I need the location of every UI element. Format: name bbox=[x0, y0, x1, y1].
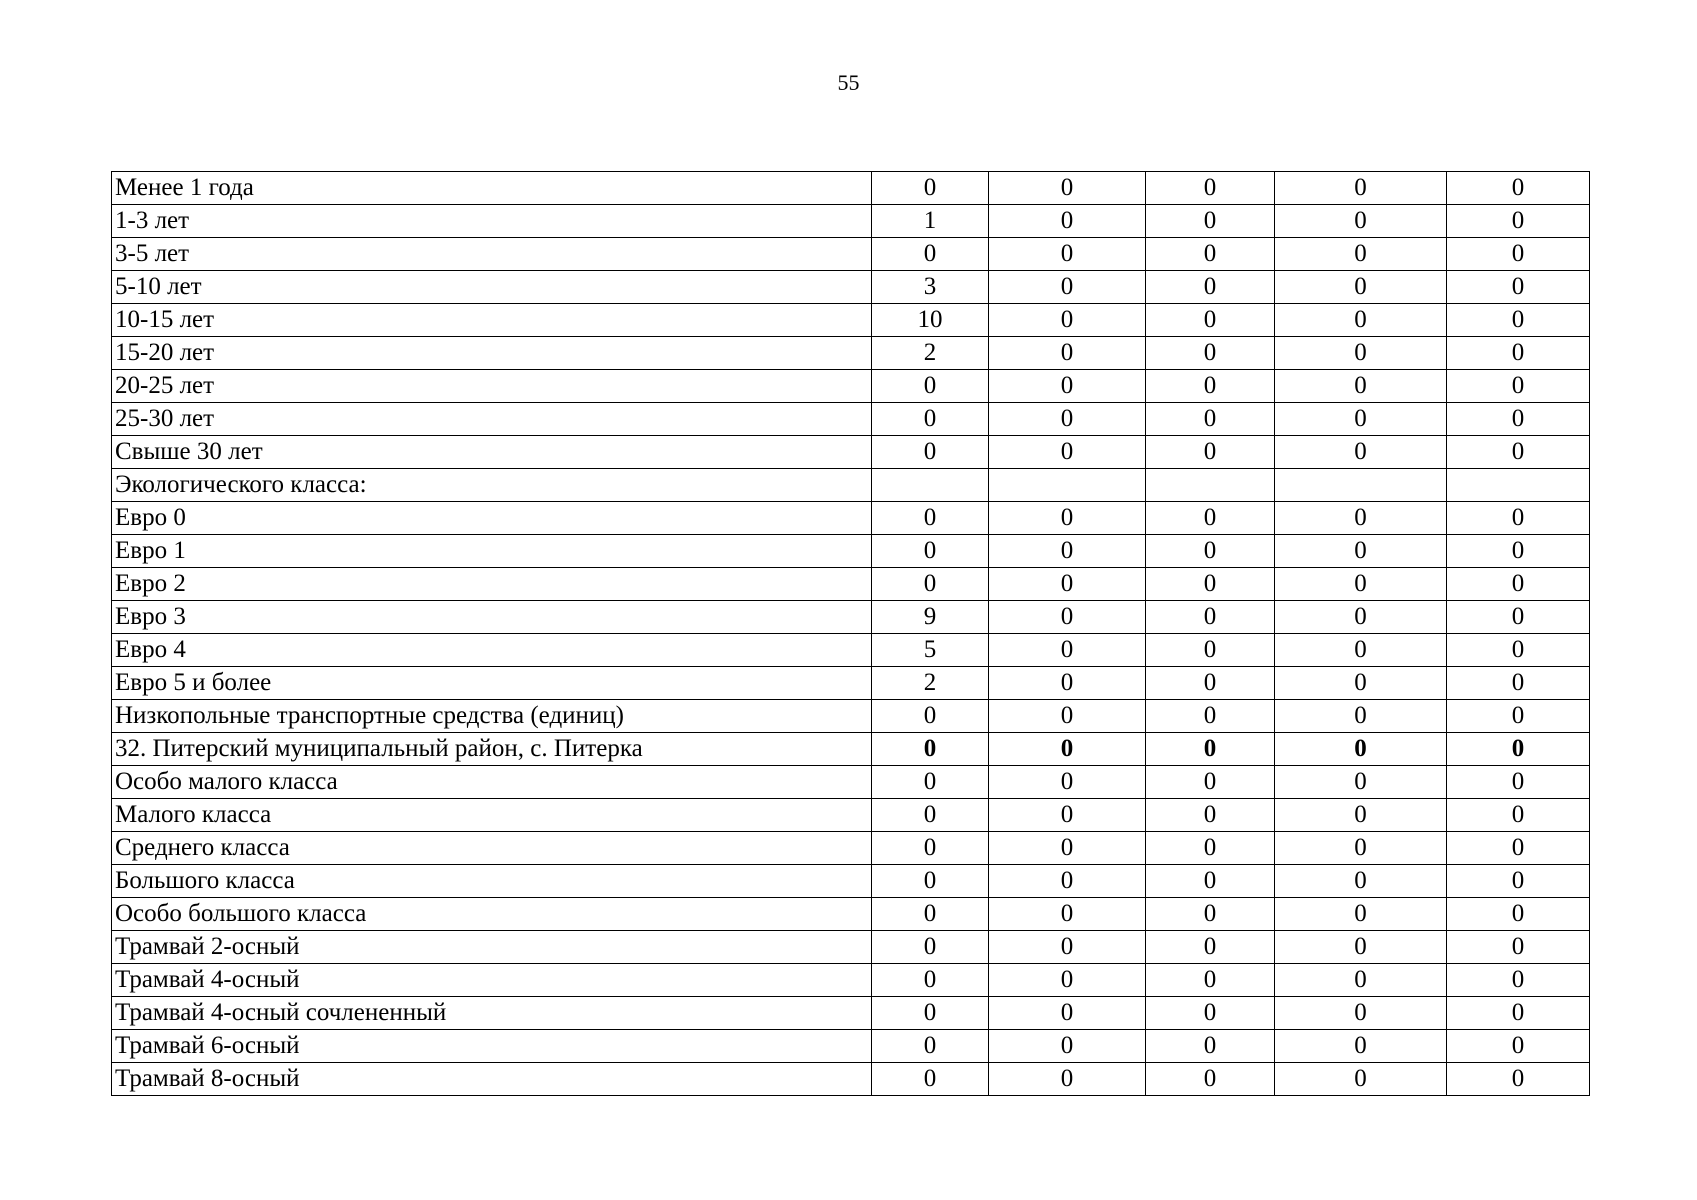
row-label: Низкопольные транспортные средства (единиц) bbox=[112, 700, 872, 733]
value-cell-col-4: 0 bbox=[1275, 931, 1447, 964]
value-cell-col-3: 0 bbox=[1146, 865, 1275, 898]
table-row bbox=[112, 1030, 1590, 1063]
table-row bbox=[112, 568, 1590, 601]
row-label: 5-10 лет bbox=[112, 271, 872, 304]
table-row bbox=[112, 370, 1590, 403]
value-cell-col-1: 0 bbox=[872, 1030, 989, 1063]
value-cell-col-2: 0 bbox=[989, 733, 1146, 766]
value-cell-col-1: 2 bbox=[872, 337, 989, 370]
value-cell-col-1: 0 bbox=[872, 238, 989, 271]
value-cell-col-5: 0 bbox=[1447, 634, 1590, 667]
value-cell-col-2: 0 bbox=[989, 964, 1146, 997]
value-cell-col-3: 0 bbox=[1146, 304, 1275, 337]
value-cell-col-3: 0 bbox=[1146, 337, 1275, 370]
table-row bbox=[112, 667, 1590, 700]
value-cell-col-3: 0 bbox=[1146, 205, 1275, 238]
value-cell-col-5: 0 bbox=[1447, 667, 1590, 700]
value-cell-col-1: 0 bbox=[872, 370, 989, 403]
row-label: Особо малого класса bbox=[112, 766, 872, 799]
value-cell-col-4: 0 bbox=[1275, 568, 1447, 601]
value-cell-col-4: 0 bbox=[1275, 865, 1447, 898]
value-cell-col-4: 0 bbox=[1275, 238, 1447, 271]
value-cell-col-4: 0 bbox=[1275, 667, 1447, 700]
value-cell-col-1: 10 bbox=[872, 304, 989, 337]
value-cell-col-1: 0 bbox=[872, 865, 989, 898]
table-row bbox=[112, 304, 1590, 337]
table-body bbox=[112, 172, 1590, 1096]
row-label: Трамвай 4-осный bbox=[112, 964, 872, 997]
value-cell-col-1: 9 bbox=[872, 601, 989, 634]
row-label: 20-25 лет bbox=[112, 370, 872, 403]
value-cell-col-5: 0 bbox=[1447, 172, 1590, 205]
value-cell-col-3: 0 bbox=[1146, 370, 1275, 403]
value-cell-col-3: 0 bbox=[1146, 700, 1275, 733]
row-label: 10-15 лет bbox=[112, 304, 872, 337]
value-cell-col-2: 0 bbox=[989, 304, 1146, 337]
value-cell-col-1: 0 bbox=[872, 535, 989, 568]
value-cell-col-2: 0 bbox=[989, 1063, 1146, 1096]
value-cell-col-1: 0 bbox=[872, 799, 989, 832]
value-cell-col-5: 0 bbox=[1447, 832, 1590, 865]
value-cell-col-4: 0 bbox=[1275, 733, 1447, 766]
value-cell-col-5: 0 bbox=[1447, 568, 1590, 601]
value-cell-col-2: 0 bbox=[989, 931, 1146, 964]
table-row bbox=[112, 865, 1590, 898]
value-cell-col-2: 0 bbox=[989, 238, 1146, 271]
value-cell-col-3: 0 bbox=[1146, 634, 1275, 667]
table-row bbox=[112, 964, 1590, 997]
value-cell-col-5: 0 bbox=[1447, 238, 1590, 271]
value-cell-col-3: 0 bbox=[1146, 238, 1275, 271]
value-cell-col-3: 0 bbox=[1146, 964, 1275, 997]
value-cell-col-3: 0 bbox=[1146, 733, 1275, 766]
value-cell-col-4: 0 bbox=[1275, 766, 1447, 799]
value-cell-col-4: 0 bbox=[1275, 898, 1447, 931]
value-cell-col-1: 2 bbox=[872, 667, 989, 700]
value-cell-col-2: 0 bbox=[989, 634, 1146, 667]
table-row bbox=[112, 634, 1590, 667]
value-cell-col-3: 0 bbox=[1146, 1063, 1275, 1096]
value-cell-col-5: 0 bbox=[1447, 502, 1590, 535]
row-label: Особо большого класса bbox=[112, 898, 872, 931]
value-cell-col-4: 0 bbox=[1275, 634, 1447, 667]
value-cell-col-3: 0 bbox=[1146, 403, 1275, 436]
value-cell-col-5 bbox=[1447, 469, 1590, 502]
value-cell-col-5: 0 bbox=[1447, 997, 1590, 1030]
value-cell-col-4: 0 bbox=[1275, 535, 1447, 568]
value-cell-col-1: 1 bbox=[872, 205, 989, 238]
row-label: Евро 3 bbox=[112, 601, 872, 634]
table-row bbox=[112, 271, 1590, 304]
row-label: Евро 5 и более bbox=[112, 667, 872, 700]
value-cell-col-4: 0 bbox=[1275, 205, 1447, 238]
row-label: 32. Питерский муниципальный район, с. Питерка bbox=[112, 733, 872, 766]
value-cell-col-5: 0 bbox=[1447, 436, 1590, 469]
value-cell-col-3: 0 bbox=[1146, 172, 1275, 205]
row-label: Трамвай 2-осный bbox=[112, 931, 872, 964]
row-label: 15-20 лет bbox=[112, 337, 872, 370]
value-cell-col-2: 0 bbox=[989, 1030, 1146, 1063]
value-cell-col-1: 5 bbox=[872, 634, 989, 667]
value-cell-col-4: 0 bbox=[1275, 832, 1447, 865]
value-cell-col-2: 0 bbox=[989, 502, 1146, 535]
value-cell-col-2: 0 bbox=[989, 766, 1146, 799]
page-number: 55 bbox=[837, 70, 860, 95]
value-cell-col-2: 0 bbox=[989, 568, 1146, 601]
value-cell-col-1 bbox=[872, 469, 989, 502]
row-label: Экологического класса: bbox=[112, 469, 872, 502]
value-cell-col-3: 0 bbox=[1146, 799, 1275, 832]
row-label: Трамвай 4-осный сочлененный bbox=[112, 997, 872, 1030]
row-label: Среднего класса bbox=[112, 832, 872, 865]
value-cell-col-5: 0 bbox=[1447, 271, 1590, 304]
value-cell-col-2: 0 bbox=[989, 172, 1146, 205]
value-cell-col-2: 0 bbox=[989, 535, 1146, 568]
value-cell-col-2: 0 bbox=[989, 832, 1146, 865]
table-row bbox=[112, 700, 1590, 733]
data-table bbox=[111, 171, 1590, 1096]
value-cell-col-1: 0 bbox=[872, 700, 989, 733]
value-cell-col-1: 0 bbox=[872, 403, 989, 436]
value-cell-col-4: 0 bbox=[1275, 1030, 1447, 1063]
value-cell-col-1: 0 bbox=[872, 964, 989, 997]
value-cell-col-5: 0 bbox=[1447, 403, 1590, 436]
value-cell-col-2: 0 bbox=[989, 601, 1146, 634]
value-cell-col-5: 0 bbox=[1447, 535, 1590, 568]
value-cell-col-4: 0 bbox=[1275, 799, 1447, 832]
value-cell-col-3: 0 bbox=[1146, 436, 1275, 469]
row-label: Евро 2 bbox=[112, 568, 872, 601]
value-cell-col-1: 0 bbox=[872, 502, 989, 535]
value-cell-col-4 bbox=[1275, 469, 1447, 502]
value-cell-col-3: 0 bbox=[1146, 601, 1275, 634]
value-cell-col-1: 0 bbox=[872, 832, 989, 865]
value-cell-col-2: 0 bbox=[989, 799, 1146, 832]
value-cell-col-1: 0 bbox=[872, 766, 989, 799]
table-row bbox=[112, 1063, 1590, 1096]
value-cell-col-4: 0 bbox=[1275, 1063, 1447, 1096]
value-cell-col-4: 0 bbox=[1275, 172, 1447, 205]
value-cell-col-4: 0 bbox=[1275, 964, 1447, 997]
value-cell-col-4: 0 bbox=[1275, 304, 1447, 337]
row-label: Менее 1 года bbox=[112, 172, 872, 205]
value-cell-col-1: 3 bbox=[872, 271, 989, 304]
table-row bbox=[112, 766, 1590, 799]
row-label: Евро 0 bbox=[112, 502, 872, 535]
table-row bbox=[112, 172, 1590, 205]
value-cell-col-5: 0 bbox=[1447, 733, 1590, 766]
value-cell-col-3: 0 bbox=[1146, 931, 1275, 964]
value-cell-col-1: 0 bbox=[872, 931, 989, 964]
row-label: Евро 4 bbox=[112, 634, 872, 667]
row-label: Трамвай 6-осный bbox=[112, 1030, 872, 1063]
value-cell-col-1: 0 bbox=[872, 733, 989, 766]
table-row bbox=[112, 238, 1590, 271]
value-cell-col-3: 0 bbox=[1146, 271, 1275, 304]
value-cell-col-4: 0 bbox=[1275, 997, 1447, 1030]
value-cell-col-4: 0 bbox=[1275, 370, 1447, 403]
row-label: 3-5 лет bbox=[112, 238, 872, 271]
table-row bbox=[112, 733, 1590, 766]
value-cell-col-2: 0 bbox=[989, 271, 1146, 304]
value-cell-col-5: 0 bbox=[1447, 700, 1590, 733]
table-row bbox=[112, 205, 1590, 238]
table-row bbox=[112, 502, 1590, 535]
table-row bbox=[112, 931, 1590, 964]
value-cell-col-5: 0 bbox=[1447, 205, 1590, 238]
table-row bbox=[112, 403, 1590, 436]
value-cell-col-4: 0 bbox=[1275, 271, 1447, 304]
row-label: Трамвай 8-осный bbox=[112, 1063, 872, 1096]
value-cell-col-1: 0 bbox=[872, 436, 989, 469]
table-row bbox=[112, 832, 1590, 865]
value-cell-col-5: 0 bbox=[1447, 337, 1590, 370]
value-cell-col-2: 0 bbox=[989, 205, 1146, 238]
value-cell-col-5: 0 bbox=[1447, 865, 1590, 898]
value-cell-col-2: 0 bbox=[989, 865, 1146, 898]
table-row bbox=[112, 436, 1590, 469]
value-cell-col-2: 0 bbox=[989, 436, 1146, 469]
value-cell-col-1: 0 bbox=[872, 997, 989, 1030]
value-cell-col-4: 0 bbox=[1275, 337, 1447, 370]
value-cell-col-2: 0 bbox=[989, 403, 1146, 436]
row-label: 1-3 лет bbox=[112, 205, 872, 238]
value-cell-col-2 bbox=[989, 469, 1146, 502]
table-row bbox=[112, 535, 1590, 568]
value-cell-col-4: 0 bbox=[1275, 700, 1447, 733]
value-cell-col-1: 0 bbox=[872, 172, 989, 205]
value-cell-col-1: 0 bbox=[872, 898, 989, 931]
value-cell-col-3: 0 bbox=[1146, 535, 1275, 568]
row-label: Евро 1 bbox=[112, 535, 872, 568]
value-cell-col-3: 0 bbox=[1146, 832, 1275, 865]
value-cell-col-5: 0 bbox=[1447, 1063, 1590, 1096]
table-row bbox=[112, 997, 1590, 1030]
value-cell-col-4: 0 bbox=[1275, 502, 1447, 535]
value-cell-col-5: 0 bbox=[1447, 601, 1590, 634]
value-cell-col-3: 0 bbox=[1146, 766, 1275, 799]
value-cell-col-5: 0 bbox=[1447, 304, 1590, 337]
value-cell-col-2: 0 bbox=[989, 997, 1146, 1030]
table-row bbox=[112, 799, 1590, 832]
value-cell-col-5: 0 bbox=[1447, 931, 1590, 964]
value-cell-col-4: 0 bbox=[1275, 601, 1447, 634]
row-label: Большого класса bbox=[112, 865, 872, 898]
table-row bbox=[112, 337, 1590, 370]
value-cell-col-3: 0 bbox=[1146, 997, 1275, 1030]
table-row bbox=[112, 469, 1590, 502]
value-cell-col-1: 0 bbox=[872, 568, 989, 601]
row-label: Свыше 30 лет bbox=[112, 436, 872, 469]
table-row bbox=[112, 601, 1590, 634]
value-cell-col-3: 0 bbox=[1146, 502, 1275, 535]
value-cell-col-5: 0 bbox=[1447, 799, 1590, 832]
value-cell-col-5: 0 bbox=[1447, 766, 1590, 799]
value-cell-col-2: 0 bbox=[989, 898, 1146, 931]
value-cell-col-5: 0 bbox=[1447, 1030, 1590, 1063]
value-cell-col-4: 0 bbox=[1275, 436, 1447, 469]
value-cell-col-2: 0 bbox=[989, 667, 1146, 700]
value-cell-col-2: 0 bbox=[989, 700, 1146, 733]
value-cell-col-3: 0 bbox=[1146, 1030, 1275, 1063]
value-cell-col-4: 0 bbox=[1275, 403, 1447, 436]
value-cell-col-2: 0 bbox=[989, 337, 1146, 370]
value-cell-col-3: 0 bbox=[1146, 667, 1275, 700]
row-label: 25-30 лет bbox=[112, 403, 872, 436]
value-cell-col-5: 0 bbox=[1447, 898, 1590, 931]
value-cell-col-5: 0 bbox=[1447, 370, 1590, 403]
value-cell-col-5: 0 bbox=[1447, 964, 1590, 997]
value-cell-col-1: 0 bbox=[872, 1063, 989, 1096]
value-cell-col-3 bbox=[1146, 469, 1275, 502]
table-row bbox=[112, 898, 1590, 931]
value-cell-col-2: 0 bbox=[989, 370, 1146, 403]
value-cell-col-3: 0 bbox=[1146, 568, 1275, 601]
row-label: Малого класса bbox=[112, 799, 872, 832]
value-cell-col-3: 0 bbox=[1146, 898, 1275, 931]
